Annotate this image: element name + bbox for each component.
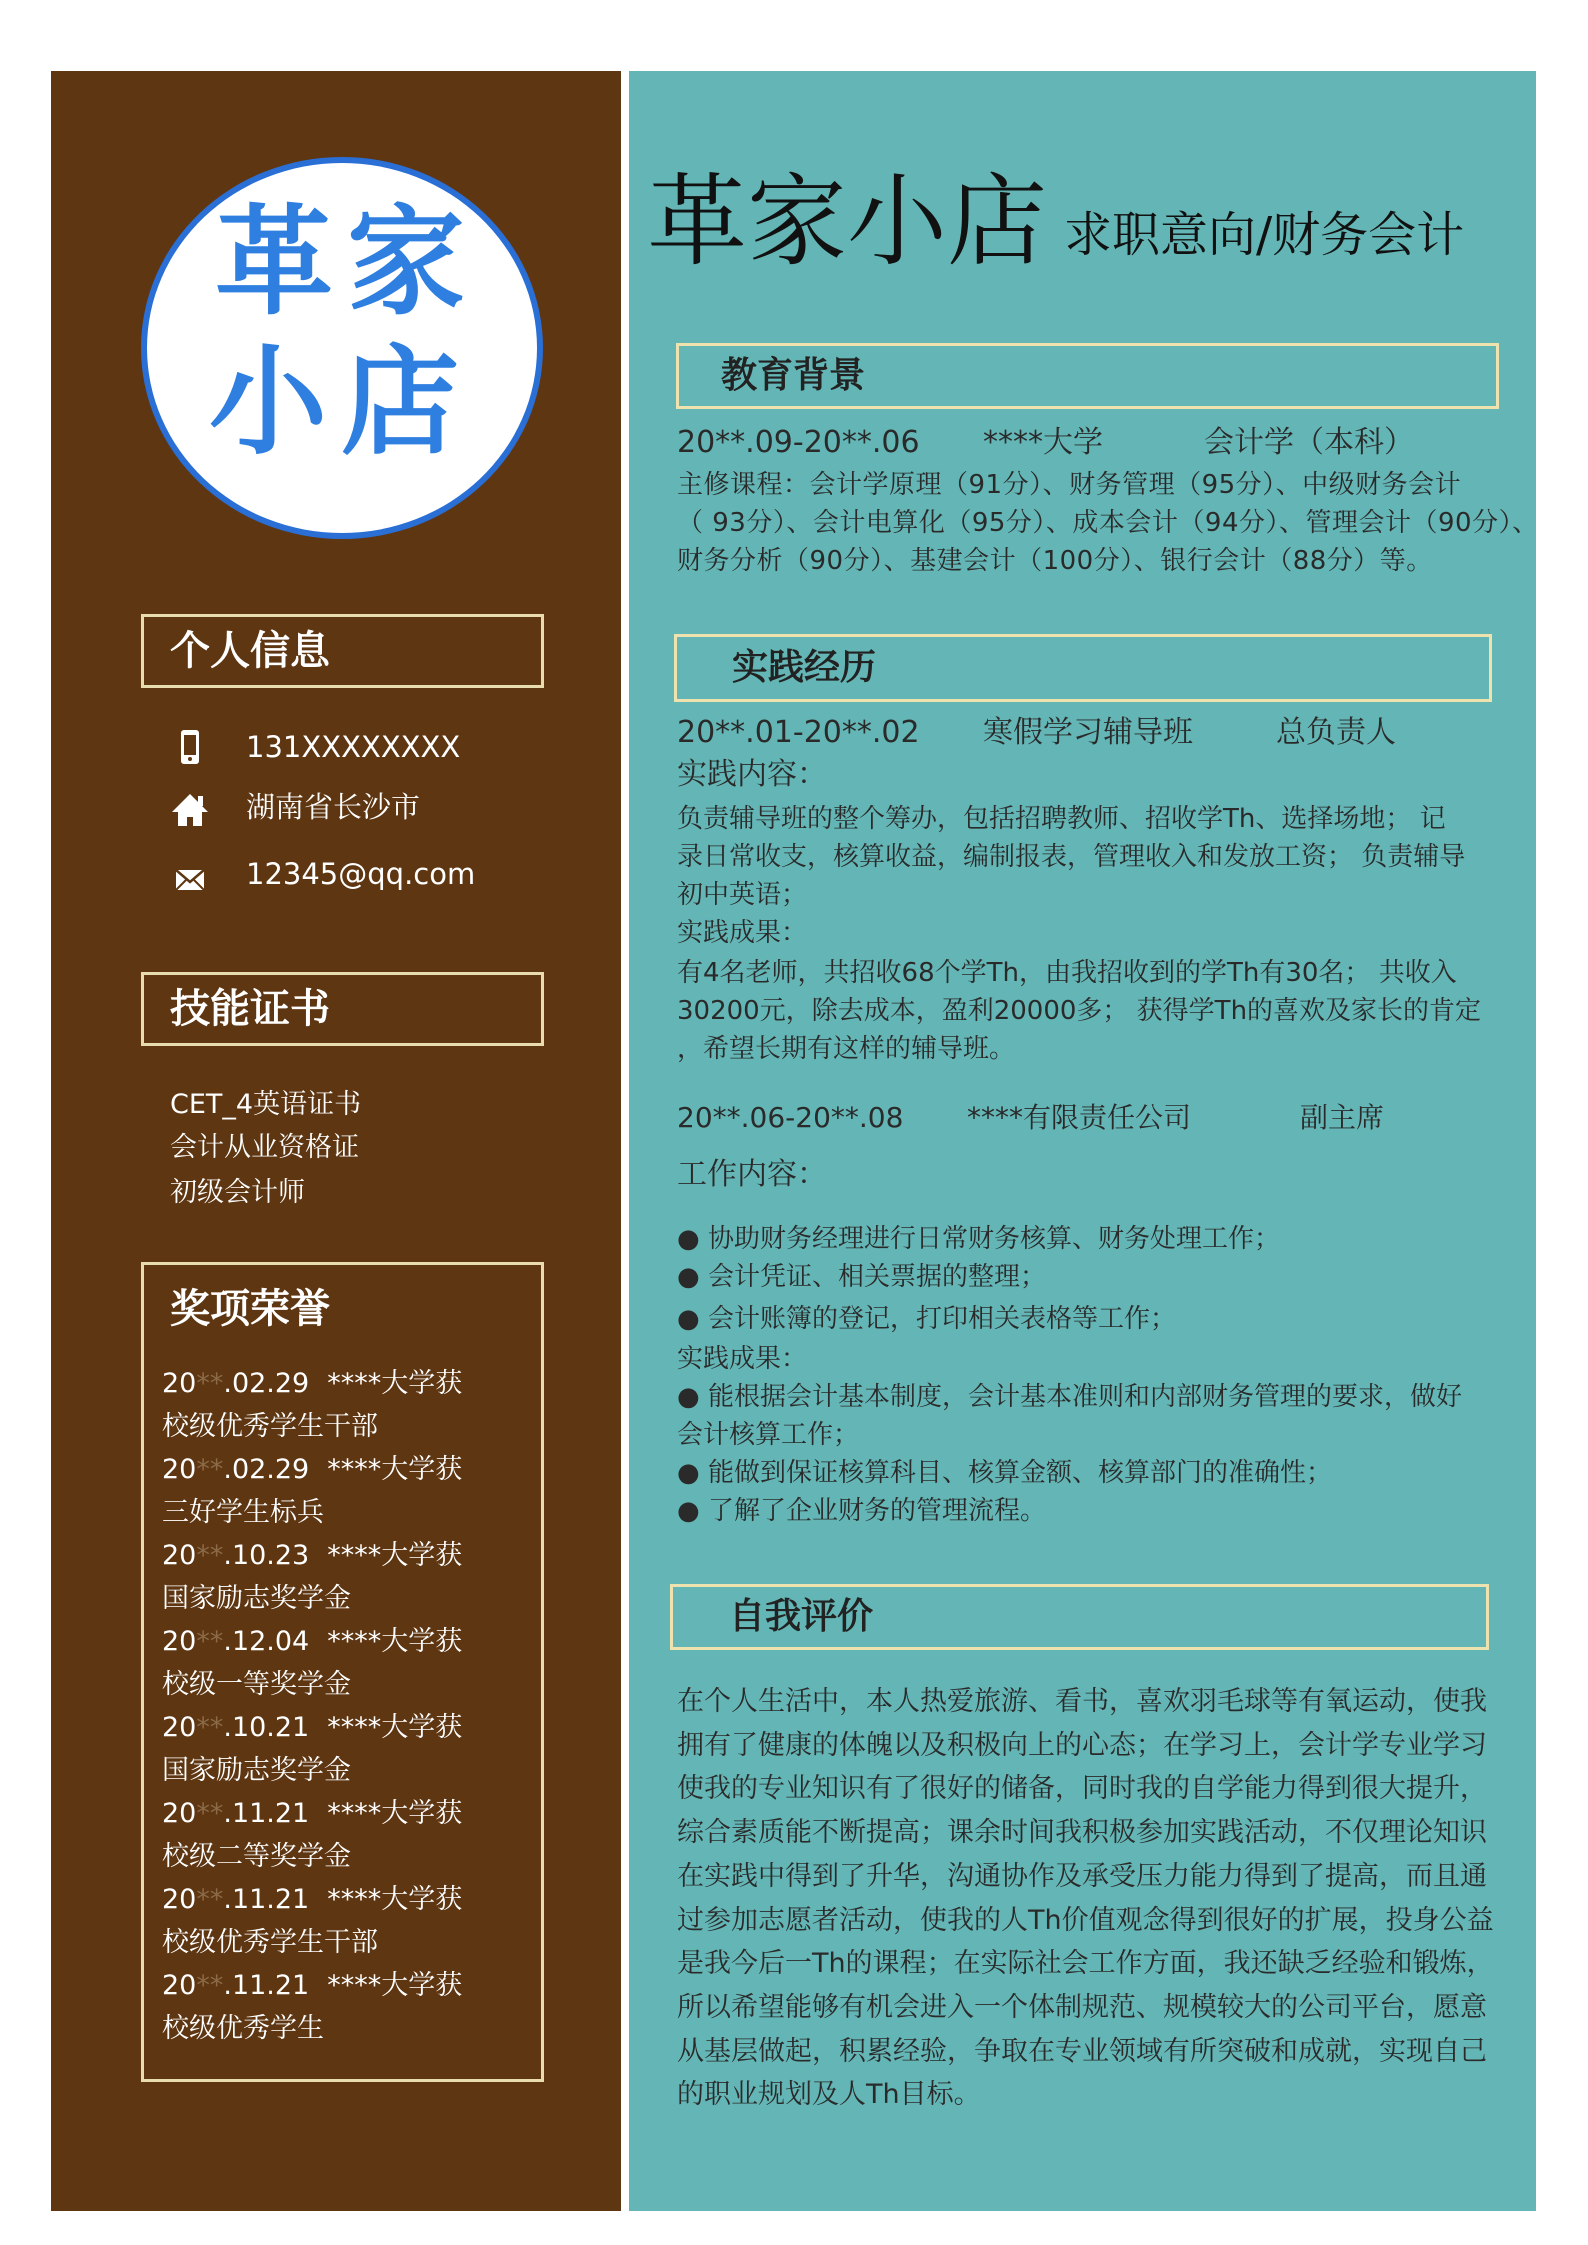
award-school: ****大学获 — [327, 1884, 463, 1915]
award-year: 20 — [162, 1884, 197, 1915]
award-date — [162, 1628, 462, 1655]
mail-icon — [168, 858, 212, 902]
phone-icon — [168, 726, 212, 770]
award-school: ****大学获 — [327, 1798, 463, 1829]
self-eval-line: 拥有了健康的体魄以及积极向上的心态；在学习上，会计学专业学习 — [677, 1730, 1487, 1761]
education-header — [676, 343, 1499, 409]
self-eval-line: 所以希望能够有机会进入一个体制规范、规模较大的公司平台，愿意 — [677, 1992, 1487, 2023]
self-eval-header — [670, 1584, 1489, 1650]
exp2-content-line: ● 会计账簿的登记，打印相关表格等工作； — [677, 1304, 1176, 1334]
address-text: 湖南省长沙市 — [246, 790, 421, 824]
practice-header — [674, 634, 1492, 702]
self-eval-line: 在实践中得到了升华，沟通协作及承受压力能力得到了提高，而且通 — [677, 1861, 1487, 1892]
award-name: 校级一等奖学金 — [162, 1669, 351, 1700]
exp1-result-line: ，希望长期有这样的辅导班。 — [677, 1034, 1016, 1064]
exp2-content-line: ● 协助财务经理进行日常财务核算、财务处理工作； — [677, 1224, 1280, 1254]
logo-char-1: 革 — [215, 192, 334, 331]
self-eval-line: 从基层做起，积累经验，争取在专业领域有所突破和成就，实现自己 — [677, 2036, 1487, 2067]
award-date — [162, 1800, 462, 1827]
award-date — [162, 1714, 462, 1741]
award-year: 20 — [162, 1970, 197, 2001]
award-date-suffix: .02.29 — [223, 1368, 310, 1399]
exp1-content-line: 录日常收支，核算收益，编制报表，管理收入和发放工资； 负责辅导 — [677, 842, 1466, 872]
award-year: 20 — [162, 1626, 197, 1657]
exp2-content-line: ● 会计凭证、相关票据的整理； — [677, 1262, 1046, 1292]
email-text: 12345@qq.com — [246, 857, 476, 891]
home-icon — [168, 788, 212, 832]
awards-title: 奖项荣誉 — [170, 1286, 330, 1332]
award-mask: ** — [196, 1368, 224, 1399]
exp2-role: 副主席 — [1300, 1101, 1385, 1134]
award-school: ****大学获 — [327, 1540, 463, 1571]
exp1-role: 总负责人 — [1276, 715, 1396, 750]
award-date-suffix: .02.29 — [223, 1454, 310, 1485]
logo-char-3: 小 — [209, 332, 328, 471]
education-line: （ 93分）、会计电算化（95分）、成本会计（94分）、管理会计（90分）、 — [677, 508, 1539, 538]
award-year: 20 — [162, 1712, 197, 1743]
exp1-result-label: 实践成果： — [677, 918, 808, 948]
education-major: 会计学（本科） — [1204, 425, 1414, 460]
award-year: 20 — [162, 1368, 197, 1399]
exp1-result-line: 有4名老师，共招收68个学Th，由我招收到的学Th有30名； 共收入 — [677, 958, 1457, 988]
job-intent: 求职意向/财务会计 — [1064, 207, 1465, 263]
award-year: 20 — [162, 1454, 197, 1485]
award-date-suffix: .11.21 — [223, 1798, 310, 1829]
award-school: ****大学获 — [327, 1970, 463, 2001]
award-name: 校级优秀学生干部 — [162, 1927, 378, 1958]
exp1-content-line: 负责辅导班的整个筹办，包括招聘教师、招收学Th、选择场地； 记 — [677, 804, 1446, 834]
award-name: 国家励志奖学金 — [162, 1755, 351, 1786]
skill-item: CET_4英语证书 — [170, 1089, 362, 1120]
exp2-result-label: 实践成果： — [677, 1344, 808, 1374]
education-line: 主修课程：会计学原理（91分）、财务管理（95分）、中级财务会计 — [677, 470, 1462, 500]
self-eval-line: 使我的专业知识有了很好的储备，同时我的自学能力得到很大提升， — [677, 1773, 1487, 1804]
exp2-result-line: ● 能根据会计基本制度，会计基本准则和内部财务管理的要求，做好 — [677, 1382, 1462, 1412]
exp1-period: 20**.01-20**.02 — [677, 715, 920, 750]
award-name: 三好学生标兵 — [162, 1497, 324, 1528]
skills-title: 技能证书 — [170, 986, 330, 1032]
self-eval-line: 的职业规划及人Th目标。 — [677, 2079, 981, 2110]
exp1-result-line: 30200元，除去成本，盈利20000多； 获得学Th的喜欢及家长的肯定 — [677, 996, 1482, 1026]
award-school: ****大学获 — [327, 1626, 463, 1657]
personal-info-header — [141, 614, 544, 688]
exp1-org: 寒假学习辅导班 — [983, 715, 1193, 750]
award-date-suffix: .12.04 — [223, 1626, 310, 1657]
exp1-content-label: 实践内容： — [677, 757, 827, 792]
logo-badge — [141, 157, 543, 539]
self-eval-line: 在个人生活中，本人热爱旅游、看书，喜欢羽毛球等有氧运动，使我 — [677, 1686, 1487, 1717]
award-name: 校级优秀学生 — [162, 2013, 324, 2044]
exp2-result-line: ● 能做到保证核算科目、核算金额、核算部门的准确性； — [677, 1458, 1332, 1488]
exp2-result-line: 会计核算工作； — [677, 1420, 860, 1450]
self-eval-line: 过参加志愿者活动，使我的人Th价值观念得到很好的扩展，投身公益 — [677, 1905, 1494, 1936]
award-mask: ** — [196, 1540, 224, 1571]
education-school: ****大学 — [983, 425, 1103, 460]
skill-item: 会计从业资格证 — [170, 1132, 359, 1163]
exp2-content-label: 工作内容： — [677, 1157, 827, 1192]
personal-info-title: 个人信息 — [170, 628, 330, 674]
award-name: 国家励志奖学金 — [162, 1583, 351, 1614]
self-eval-title: 自我评价 — [729, 1596, 874, 1637]
phone-number: 131XXXXXXXX — [246, 730, 461, 764]
practice-title: 实践经历 — [732, 647, 877, 688]
award-year: 20 — [162, 1540, 197, 1571]
self-eval-line: 综合素质能不断提高；课余时间我积极参加实践活动，不仅理论知识 — [677, 1817, 1487, 1848]
award-mask: ** — [196, 1712, 224, 1743]
award-mask: ** — [196, 1884, 224, 1915]
award-date — [162, 1542, 462, 1569]
award-date-suffix: .11.21 — [223, 1970, 310, 2001]
award-school: ****大学获 — [327, 1712, 463, 1743]
self-eval-line: 是我今后一Th的课程；在实际社会工作方面，我还缺乏经验和锻炼， — [677, 1948, 1494, 1979]
award-date-suffix: .10.23 — [223, 1540, 310, 1571]
award-name: 校级优秀学生干部 — [162, 1411, 378, 1442]
exp2-result-line: ● 了解了企业财务的管理流程。 — [677, 1496, 1046, 1526]
award-date — [162, 1886, 462, 1913]
award-school: ****大学获 — [327, 1454, 463, 1485]
award-school: ****大学获 — [327, 1368, 463, 1399]
education-period: 20**.09-20**.06 — [677, 425, 920, 460]
award-mask: ** — [196, 1626, 224, 1657]
skills-header — [141, 972, 544, 1046]
exp1-content-line: 初中英语； — [677, 880, 808, 910]
award-year: 20 — [162, 1798, 197, 1829]
award-mask: ** — [196, 1970, 224, 2001]
education-line: 财务分析（90分）、基建会计（100分）、银行会计（88分）等。 — [677, 546, 1433, 576]
award-mask: ** — [196, 1798, 224, 1829]
award-mask: ** — [196, 1454, 224, 1485]
exp2-period: 20**.06-20**.08 — [677, 1101, 904, 1134]
award-date — [162, 1456, 462, 1483]
logo-char-2: 家 — [347, 192, 466, 331]
award-name: 校级二等奖学金 — [162, 1841, 351, 1872]
education-title: 教育背景 — [721, 355, 866, 396]
logo-char-4: 店 — [341, 332, 460, 471]
page-title: 革家小店 — [647, 163, 1047, 280]
exp2-org: ****有限责任公司 — [967, 1101, 1192, 1134]
award-date — [162, 1972, 462, 1999]
skill-item: 初级会计师 — [170, 1177, 305, 1208]
award-date — [162, 1370, 462, 1397]
award-date-suffix: .10.21 — [223, 1712, 310, 1743]
award-date-suffix: .11.21 — [223, 1884, 310, 1915]
